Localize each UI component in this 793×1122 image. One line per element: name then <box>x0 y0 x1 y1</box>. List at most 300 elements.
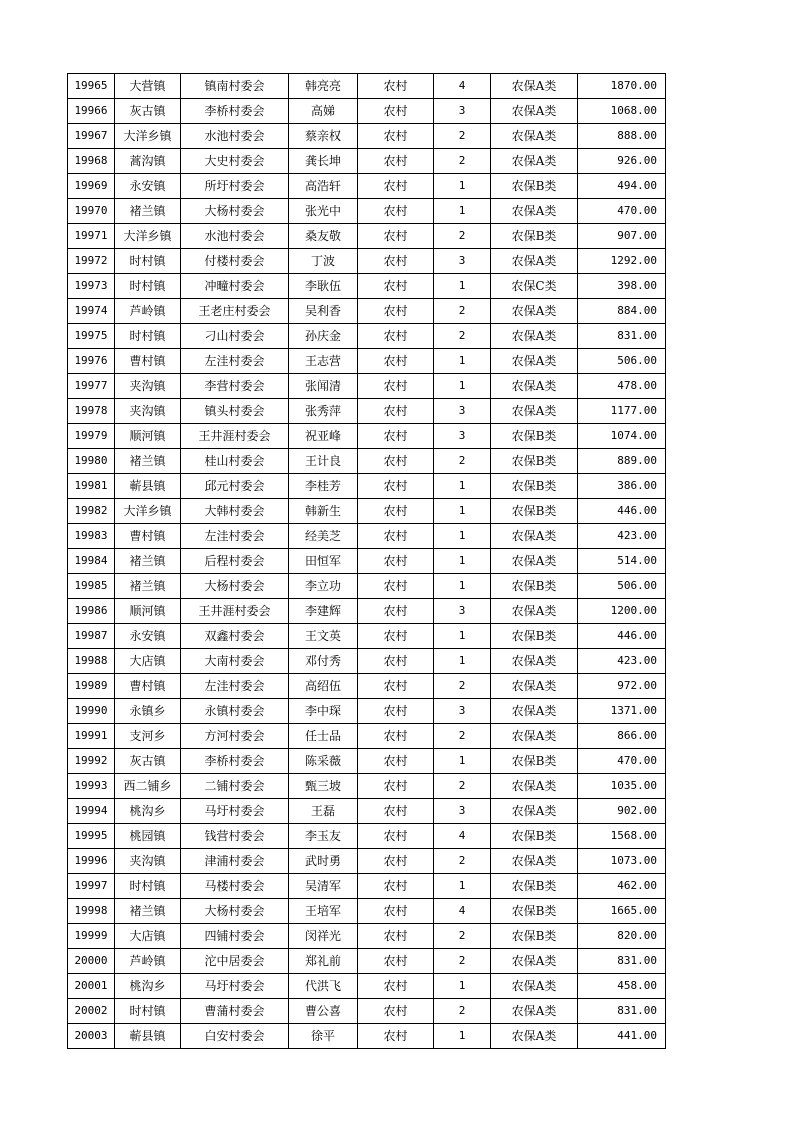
household-count-cell: 3 <box>434 799 491 824</box>
table-row <box>68 74 666 99</box>
category-cell: 农保B类 <box>491 224 578 249</box>
record-id-cell: 19968 <box>68 149 115 174</box>
town-cell: 时村镇 <box>115 874 181 899</box>
person-name-cell: 甄三坡 <box>289 774 358 799</box>
residence-type-cell: 农村 <box>358 799 434 824</box>
category-cell: 农保B类 <box>491 874 578 899</box>
household-count-cell: 1 <box>434 874 491 899</box>
village-cell: 马楼村委会 <box>181 874 289 899</box>
person-name-cell: 韩新生 <box>289 499 358 524</box>
town-cell: 褚兰镇 <box>115 574 181 599</box>
record-id-cell: 20001 <box>68 974 115 999</box>
records-table-body <box>68 74 666 1049</box>
amount-cell: 441.00 <box>578 1024 666 1049</box>
category-cell: 农保A类 <box>491 674 578 699</box>
village-cell: 曹蒲村委会 <box>181 999 289 1024</box>
household-count-cell: 3 <box>434 424 491 449</box>
category-cell: 农保A类 <box>491 724 578 749</box>
residence-type-cell: 农村 <box>358 974 434 999</box>
category-cell: 农保A类 <box>491 1024 578 1049</box>
town-cell: 大店镇 <box>115 924 181 949</box>
residence-type-cell: 农村 <box>358 324 434 349</box>
village-cell: 大杨村委会 <box>181 199 289 224</box>
town-cell: 曹村镇 <box>115 349 181 374</box>
amount-cell: 478.00 <box>578 374 666 399</box>
amount-cell: 820.00 <box>578 924 666 949</box>
category-cell: 农保A类 <box>491 549 578 574</box>
amount-cell: 423.00 <box>578 524 666 549</box>
household-count-cell: 3 <box>434 249 491 274</box>
record-id-cell: 19973 <box>68 274 115 299</box>
table-row <box>68 224 666 249</box>
table-row <box>68 1024 666 1049</box>
category-cell: 农保A类 <box>491 74 578 99</box>
record-id-cell: 19977 <box>68 374 115 399</box>
record-id-cell: 20000 <box>68 949 115 974</box>
record-id-cell: 19967 <box>68 124 115 149</box>
residence-type-cell: 农村 <box>358 549 434 574</box>
residence-type-cell: 农村 <box>358 849 434 874</box>
table-row <box>68 124 666 149</box>
category-cell: 农保A类 <box>491 249 578 274</box>
table-row <box>68 424 666 449</box>
village-cell: 大南村委会 <box>181 649 289 674</box>
residence-type-cell: 农村 <box>358 1024 434 1049</box>
residence-type-cell: 农村 <box>358 399 434 424</box>
record-id-cell: 19991 <box>68 724 115 749</box>
town-cell: 桃沟乡 <box>115 974 181 999</box>
household-count-cell: 2 <box>434 774 491 799</box>
record-id-cell: 19989 <box>68 674 115 699</box>
residence-type-cell: 农村 <box>358 699 434 724</box>
residence-type-cell: 农村 <box>358 274 434 299</box>
record-id-cell: 19972 <box>68 249 115 274</box>
category-cell: 农保A类 <box>491 349 578 374</box>
person-name-cell: 王培军 <box>289 899 358 924</box>
category-cell: 农保A类 <box>491 699 578 724</box>
amount-cell: 506.00 <box>578 349 666 374</box>
household-count-cell: 1 <box>434 1024 491 1049</box>
town-cell: 时村镇 <box>115 249 181 274</box>
table-row <box>68 324 666 349</box>
village-cell: 李桥村委会 <box>181 749 289 774</box>
residence-type-cell: 农村 <box>358 224 434 249</box>
town-cell: 大洋乡镇 <box>115 124 181 149</box>
category-cell: 农保C类 <box>491 274 578 299</box>
category-cell: 农保B类 <box>491 924 578 949</box>
village-cell: 马圩村委会 <box>181 799 289 824</box>
table-row <box>68 674 666 699</box>
residence-type-cell: 农村 <box>358 949 434 974</box>
table-row <box>68 449 666 474</box>
household-count-cell: 2 <box>434 299 491 324</box>
person-name-cell: 闵祥光 <box>289 924 358 949</box>
household-count-cell: 1 <box>434 374 491 399</box>
residence-type-cell: 农村 <box>358 74 434 99</box>
table-row <box>68 724 666 749</box>
residence-type-cell: 农村 <box>358 524 434 549</box>
village-cell: 大杨村委会 <box>181 574 289 599</box>
town-cell: 西二铺乡 <box>115 774 181 799</box>
category-cell: 农保A类 <box>491 199 578 224</box>
table-row <box>68 199 666 224</box>
person-name-cell: 李中琛 <box>289 699 358 724</box>
record-id-cell: 19988 <box>68 649 115 674</box>
record-id-cell: 19979 <box>68 424 115 449</box>
residence-type-cell: 农村 <box>358 899 434 924</box>
amount-cell: 446.00 <box>578 624 666 649</box>
town-cell: 时村镇 <box>115 324 181 349</box>
table-row <box>68 574 666 599</box>
town-cell: 曹村镇 <box>115 524 181 549</box>
amount-cell: 470.00 <box>578 749 666 774</box>
person-name-cell: 王志营 <box>289 349 358 374</box>
amount-cell: 462.00 <box>578 874 666 899</box>
residence-type-cell: 农村 <box>358 774 434 799</box>
household-count-cell: 2 <box>434 324 491 349</box>
village-cell: 李营村委会 <box>181 374 289 399</box>
person-name-cell: 丁波 <box>289 249 358 274</box>
table-row <box>68 549 666 574</box>
record-id-cell: 19990 <box>68 699 115 724</box>
amount-cell: 889.00 <box>578 449 666 474</box>
amount-cell: 907.00 <box>578 224 666 249</box>
amount-cell: 888.00 <box>578 124 666 149</box>
category-cell: 农保B类 <box>491 474 578 499</box>
person-name-cell: 桑友敬 <box>289 224 358 249</box>
household-count-cell: 2 <box>434 949 491 974</box>
record-id-cell: 19982 <box>68 499 115 524</box>
record-id-cell: 19970 <box>68 199 115 224</box>
person-name-cell: 张秀萍 <box>289 399 358 424</box>
town-cell: 褚兰镇 <box>115 899 181 924</box>
category-cell: 农保A类 <box>491 774 578 799</box>
category-cell: 农保B类 <box>491 824 578 849</box>
table-row <box>68 924 666 949</box>
town-cell: 永安镇 <box>115 174 181 199</box>
table-row <box>68 399 666 424</box>
amount-cell: 1200.00 <box>578 599 666 624</box>
household-count-cell: 1 <box>434 574 491 599</box>
village-cell: 付楼村委会 <box>181 249 289 274</box>
household-count-cell: 1 <box>434 174 491 199</box>
household-count-cell: 3 <box>434 599 491 624</box>
category-cell: 农保A类 <box>491 974 578 999</box>
household-count-cell: 3 <box>434 399 491 424</box>
category-cell: 农保B类 <box>491 424 578 449</box>
amount-cell: 458.00 <box>578 974 666 999</box>
town-cell: 夹沟镇 <box>115 374 181 399</box>
village-cell: 左洼村委会 <box>181 524 289 549</box>
household-count-cell: 2 <box>434 149 491 174</box>
record-id-cell: 19986 <box>68 599 115 624</box>
record-id-cell: 19976 <box>68 349 115 374</box>
household-count-cell: 1 <box>434 199 491 224</box>
person-name-cell: 吴清军 <box>289 874 358 899</box>
record-id-cell: 19980 <box>68 449 115 474</box>
residence-type-cell: 农村 <box>358 349 434 374</box>
town-cell: 褚兰镇 <box>115 449 181 474</box>
village-cell: 双鑫村委会 <box>181 624 289 649</box>
record-id-cell: 19998 <box>68 899 115 924</box>
village-cell: 刁山村委会 <box>181 324 289 349</box>
record-id-cell: 19996 <box>68 849 115 874</box>
person-name-cell: 孙庆金 <box>289 324 358 349</box>
village-cell: 方河村委会 <box>181 724 289 749</box>
table-row <box>68 949 666 974</box>
town-cell: 曹村镇 <box>115 674 181 699</box>
town-cell: 永镇乡 <box>115 699 181 724</box>
town-cell: 褚兰镇 <box>115 199 181 224</box>
record-id-cell: 20002 <box>68 999 115 1024</box>
record-id-cell: 19983 <box>68 524 115 549</box>
amount-cell: 1870.00 <box>578 74 666 99</box>
record-id-cell: 19985 <box>68 574 115 599</box>
village-cell: 镇头村委会 <box>181 399 289 424</box>
household-count-cell: 1 <box>434 974 491 999</box>
household-count-cell: 1 <box>434 474 491 499</box>
amount-cell: 972.00 <box>578 674 666 699</box>
residence-type-cell: 农村 <box>358 874 434 899</box>
town-cell: 桃沟乡 <box>115 799 181 824</box>
town-cell: 顺河镇 <box>115 424 181 449</box>
amount-cell: 831.00 <box>578 999 666 1024</box>
person-name-cell: 韩亮亮 <box>289 74 358 99</box>
table-row <box>68 699 666 724</box>
record-id-cell: 19975 <box>68 324 115 349</box>
category-cell: 农保A类 <box>491 849 578 874</box>
village-cell: 二铺村委会 <box>181 774 289 799</box>
household-count-cell: 2 <box>434 999 491 1024</box>
category-cell: 农保B类 <box>491 449 578 474</box>
residence-type-cell: 农村 <box>358 374 434 399</box>
residence-type-cell: 农村 <box>358 299 434 324</box>
village-cell: 左洼村委会 <box>181 674 289 699</box>
table-row <box>68 274 666 299</box>
amount-cell: 866.00 <box>578 724 666 749</box>
village-cell: 左洼村委会 <box>181 349 289 374</box>
residence-type-cell: 农村 <box>358 124 434 149</box>
person-name-cell: 张光中 <box>289 199 358 224</box>
residence-type-cell: 农村 <box>358 624 434 649</box>
table-row <box>68 249 666 274</box>
person-name-cell: 经美芝 <box>289 524 358 549</box>
record-id-cell: 19992 <box>68 749 115 774</box>
household-count-cell: 2 <box>434 674 491 699</box>
town-cell: 蕲县镇 <box>115 474 181 499</box>
household-count-cell: 2 <box>434 449 491 474</box>
household-count-cell: 1 <box>434 349 491 374</box>
record-id-cell: 19966 <box>68 99 115 124</box>
town-cell: 大洋乡镇 <box>115 224 181 249</box>
town-cell: 大洋乡镇 <box>115 499 181 524</box>
town-cell: 灰古镇 <box>115 99 181 124</box>
category-cell: 农保A类 <box>491 999 578 1024</box>
residence-type-cell: 农村 <box>358 599 434 624</box>
person-name-cell: 张闻清 <box>289 374 358 399</box>
village-cell: 钱营村委会 <box>181 824 289 849</box>
village-cell: 王老庄村委会 <box>181 299 289 324</box>
amount-cell: 514.00 <box>578 549 666 574</box>
household-count-cell: 2 <box>434 924 491 949</box>
residence-type-cell: 农村 <box>358 499 434 524</box>
residence-type-cell: 农村 <box>358 824 434 849</box>
household-count-cell: 1 <box>434 524 491 549</box>
person-name-cell: 王文英 <box>289 624 358 649</box>
category-cell: 农保A类 <box>491 399 578 424</box>
amount-cell: 446.00 <box>578 499 666 524</box>
table-row <box>68 524 666 549</box>
record-id-cell: 19978 <box>68 399 115 424</box>
village-cell: 冲疃村委会 <box>181 274 289 299</box>
residence-type-cell: 农村 <box>358 574 434 599</box>
town-cell: 时村镇 <box>115 274 181 299</box>
record-id-cell: 19969 <box>68 174 115 199</box>
residence-type-cell: 农村 <box>358 424 434 449</box>
town-cell: 灰古镇 <box>115 749 181 774</box>
residence-type-cell: 农村 <box>358 449 434 474</box>
town-cell: 夹沟镇 <box>115 849 181 874</box>
village-cell: 水池村委会 <box>181 224 289 249</box>
record-id-cell: 19995 <box>68 824 115 849</box>
category-cell: 农保B类 <box>491 899 578 924</box>
village-cell: 所圩村委会 <box>181 174 289 199</box>
village-cell: 四铺村委会 <box>181 924 289 949</box>
category-cell: 农保A类 <box>491 324 578 349</box>
record-id-cell: 19971 <box>68 224 115 249</box>
record-id-cell: 19965 <box>68 74 115 99</box>
village-cell: 王井涯村委会 <box>181 424 289 449</box>
amount-cell: 470.00 <box>578 199 666 224</box>
table-row <box>68 974 666 999</box>
person-name-cell: 邓付秀 <box>289 649 358 674</box>
residence-type-cell: 农村 <box>358 474 434 499</box>
town-cell: 支河乡 <box>115 724 181 749</box>
records-table <box>67 73 666 1049</box>
person-name-cell: 龚长坤 <box>289 149 358 174</box>
amount-cell: 1068.00 <box>578 99 666 124</box>
table-row <box>68 749 666 774</box>
person-name-cell: 任士品 <box>289 724 358 749</box>
category-cell: 农保A类 <box>491 124 578 149</box>
record-id-cell: 19987 <box>68 624 115 649</box>
record-id-cell: 20003 <box>68 1024 115 1049</box>
amount-cell: 1665.00 <box>578 899 666 924</box>
town-cell: 夹沟镇 <box>115 399 181 424</box>
person-name-cell: 李立功 <box>289 574 358 599</box>
person-name-cell: 曹公喜 <box>289 999 358 1024</box>
person-name-cell: 王计良 <box>289 449 358 474</box>
table-row <box>68 649 666 674</box>
category-cell: 农保A类 <box>491 649 578 674</box>
category-cell: 农保A类 <box>491 949 578 974</box>
household-count-cell: 4 <box>434 74 491 99</box>
record-id-cell: 19984 <box>68 549 115 574</box>
category-cell: 农保B类 <box>491 749 578 774</box>
town-cell: 褚兰镇 <box>115 549 181 574</box>
table-row <box>68 799 666 824</box>
amount-cell: 1035.00 <box>578 774 666 799</box>
village-cell: 李桥村委会 <box>181 99 289 124</box>
residence-type-cell: 农村 <box>358 924 434 949</box>
person-name-cell: 郑礼前 <box>289 949 358 974</box>
village-cell: 水池村委会 <box>181 124 289 149</box>
town-cell: 蒿沟镇 <box>115 149 181 174</box>
person-name-cell: 田恒军 <box>289 549 358 574</box>
table-row <box>68 624 666 649</box>
person-name-cell: 徐平 <box>289 1024 358 1049</box>
amount-cell: 884.00 <box>578 299 666 324</box>
record-id-cell: 19994 <box>68 799 115 824</box>
category-cell: 农保A类 <box>491 524 578 549</box>
amount-cell: 423.00 <box>578 649 666 674</box>
amount-cell: 494.00 <box>578 174 666 199</box>
village-cell: 大史村委会 <box>181 149 289 174</box>
person-name-cell: 李建辉 <box>289 599 358 624</box>
amount-cell: 1074.00 <box>578 424 666 449</box>
record-id-cell: 19993 <box>68 774 115 799</box>
category-cell: 农保A类 <box>491 299 578 324</box>
amount-cell: 831.00 <box>578 949 666 974</box>
person-name-cell: 陈采薇 <box>289 749 358 774</box>
record-id-cell: 19974 <box>68 299 115 324</box>
household-count-cell: 1 <box>434 549 491 574</box>
residence-type-cell: 农村 <box>358 649 434 674</box>
village-cell: 大韩村委会 <box>181 499 289 524</box>
table-row <box>68 174 666 199</box>
category-cell: 农保B类 <box>491 624 578 649</box>
amount-cell: 1292.00 <box>578 249 666 274</box>
amount-cell: 386.00 <box>578 474 666 499</box>
category-cell: 农保B类 <box>491 174 578 199</box>
household-count-cell: 2 <box>434 124 491 149</box>
household-count-cell: 1 <box>434 499 491 524</box>
household-count-cell: 1 <box>434 274 491 299</box>
village-cell: 王井涯村委会 <box>181 599 289 624</box>
document-page <box>67 73 666 1049</box>
person-name-cell: 高浩轩 <box>289 174 358 199</box>
category-cell: 农保B类 <box>491 499 578 524</box>
table-row <box>68 899 666 924</box>
residence-type-cell: 农村 <box>358 99 434 124</box>
table-row <box>68 299 666 324</box>
residence-type-cell: 农村 <box>358 724 434 749</box>
amount-cell: 1073.00 <box>578 849 666 874</box>
person-name-cell: 李玉友 <box>289 824 358 849</box>
category-cell: 农保A类 <box>491 374 578 399</box>
amount-cell: 926.00 <box>578 149 666 174</box>
household-count-cell: 4 <box>434 824 491 849</box>
person-name-cell: 蔡亲权 <box>289 124 358 149</box>
table-row <box>68 474 666 499</box>
residence-type-cell: 农村 <box>358 249 434 274</box>
town-cell: 时村镇 <box>115 999 181 1024</box>
person-name-cell: 李桂芳 <box>289 474 358 499</box>
village-cell: 白安村委会 <box>181 1024 289 1049</box>
town-cell: 芦岭镇 <box>115 949 181 974</box>
household-count-cell: 3 <box>434 699 491 724</box>
residence-type-cell: 农村 <box>358 149 434 174</box>
table-row <box>68 599 666 624</box>
village-cell: 后程村委会 <box>181 549 289 574</box>
table-row <box>68 774 666 799</box>
residence-type-cell: 农村 <box>358 999 434 1024</box>
household-count-cell: 1 <box>434 749 491 774</box>
table-row <box>68 349 666 374</box>
category-cell: 农保A类 <box>491 799 578 824</box>
table-row <box>68 999 666 1024</box>
residence-type-cell: 农村 <box>358 174 434 199</box>
